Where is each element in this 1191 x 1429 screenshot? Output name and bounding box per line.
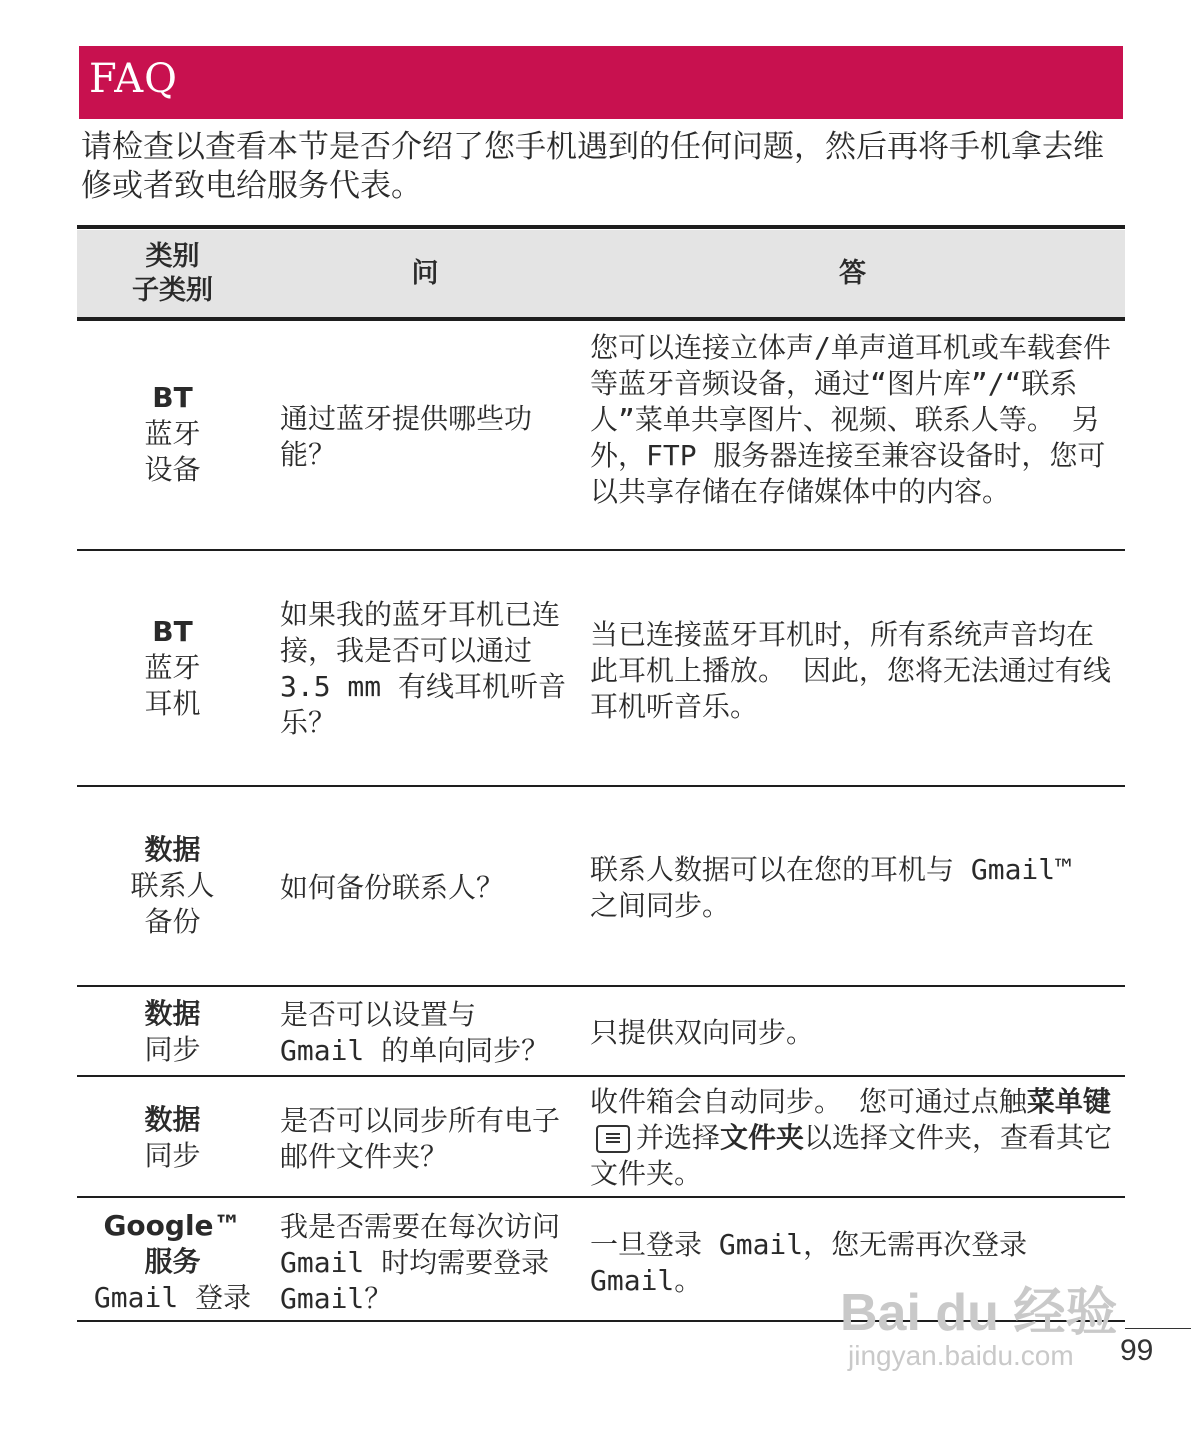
- table-row-category: [90, 614, 255, 722]
- subcategory-line: 蓝牙: [144, 651, 201, 684]
- row-divider: [77, 785, 1125, 787]
- table-row-category: [90, 832, 255, 940]
- table-row-question: 如何备份联系人？: [280, 871, 505, 904]
- table-row-category: [90, 996, 255, 1068]
- subcategory-line: 联系人: [130, 869, 215, 902]
- subcategory-line: 同步: [144, 1139, 201, 1172]
- header-category-label: 类别: [145, 241, 200, 272]
- header-subcategory-label: 子类别: [132, 275, 213, 306]
- category-main: 数据: [144, 833, 201, 866]
- table-row-question: 是否可以设置与 Gmail 的单向同步？: [280, 998, 550, 1067]
- row-divider: [77, 1075, 1125, 1077]
- menu-key-label: 菜单键: [1026, 1085, 1111, 1118]
- table-row-category: [90, 1208, 255, 1316]
- subcategory-line: 设备: [144, 453, 201, 486]
- page-number: 99: [1120, 1334, 1154, 1367]
- category-main: Google™ 服务: [103, 1209, 242, 1278]
- row-divider: [77, 985, 1125, 987]
- table-row-category: [90, 380, 255, 488]
- category-main: BT: [152, 615, 193, 648]
- table-row-category: [90, 1102, 255, 1174]
- table-row-answer: 联系人数据可以在您的耳机与 Gmail™ 之间同步。: [590, 853, 1073, 922]
- answer-text: 收件箱会自动同步。 您可通过点触: [590, 1085, 1027, 1118]
- table-header-rule: [77, 317, 1125, 321]
- intro-paragraph: 请检查以查看本节是否介绍了您手机遇到的任何问题，然后再将手机拿去维修或者致电给服务代表。: [81, 129, 1104, 204]
- subcategory-line: 备份: [144, 905, 201, 938]
- page-title: FAQ: [89, 56, 178, 102]
- subcategory-line: 耳机: [144, 687, 201, 720]
- subcategory-line: Gmail 登录: [93, 1281, 252, 1314]
- table-row-question: 通过蓝牙提供哪些功能？: [280, 402, 533, 471]
- folders-label: 文件夹: [720, 1121, 805, 1154]
- table-row-answer: 您可以连接立体声/单声道耳机或车载套件等蓝牙音频设备，通过“图片库”/“联系人”菜单共享图片、视频、联系人等。 另外，FTP 服务器连接至兼容设备时，您可以共享存储在存储媒体中的内容。: [590, 331, 1111, 508]
- table-row-question: 我是否需要在每次访问 Gmail 时均需要登录 Gmail？: [280, 1210, 561, 1315]
- answer-text: 并选择: [636, 1121, 721, 1154]
- answer-text: 以选择文件夹，查看其它文件夹。: [590, 1121, 1113, 1190]
- header-question: 问: [411, 258, 439, 289]
- table-row-answer: 只提供双向同步。: [590, 1016, 815, 1049]
- category-main: 数据: [144, 997, 201, 1030]
- subcategory-line: 同步: [144, 1033, 201, 1066]
- faq-banner: [79, 46, 1123, 119]
- table-row-question: 如果我的蓝牙耳机已连接，我是否可以通过 3.5 mm 有线耳机听音乐？: [280, 598, 567, 739]
- row-divider: [77, 1196, 1125, 1198]
- row-divider: [77, 549, 1125, 551]
- baidu-watermark-url: jingyan.baidu.com: [848, 1340, 1074, 1371]
- menu-key-icon: [596, 1125, 630, 1153]
- header-category: [90, 240, 255, 308]
- page-number-rule: [1125, 1328, 1191, 1329]
- table-top-rule: [77, 225, 1125, 229]
- header-answer: 答: [839, 258, 866, 289]
- table-row-answer: [590, 1084, 1115, 1192]
- category-main: 数据: [144, 1103, 201, 1136]
- table-row-answer: 一旦登录 Gmail，您无需再次登录 Gmail。: [590, 1228, 1028, 1297]
- subcategory-line: 蓝牙: [144, 417, 201, 450]
- category-main: BT: [152, 381, 193, 414]
- table-row-question: 是否可以同步所有电子邮件文件夹？: [280, 1104, 561, 1173]
- baidu-watermark-logo: Bai du 经验: [840, 1284, 1118, 1342]
- table-row-answer: 当已连接蓝牙耳机时，所有系统声音均在此耳机上播放。 因此，您将无法通过有线耳机听音乐。: [590, 618, 1111, 723]
